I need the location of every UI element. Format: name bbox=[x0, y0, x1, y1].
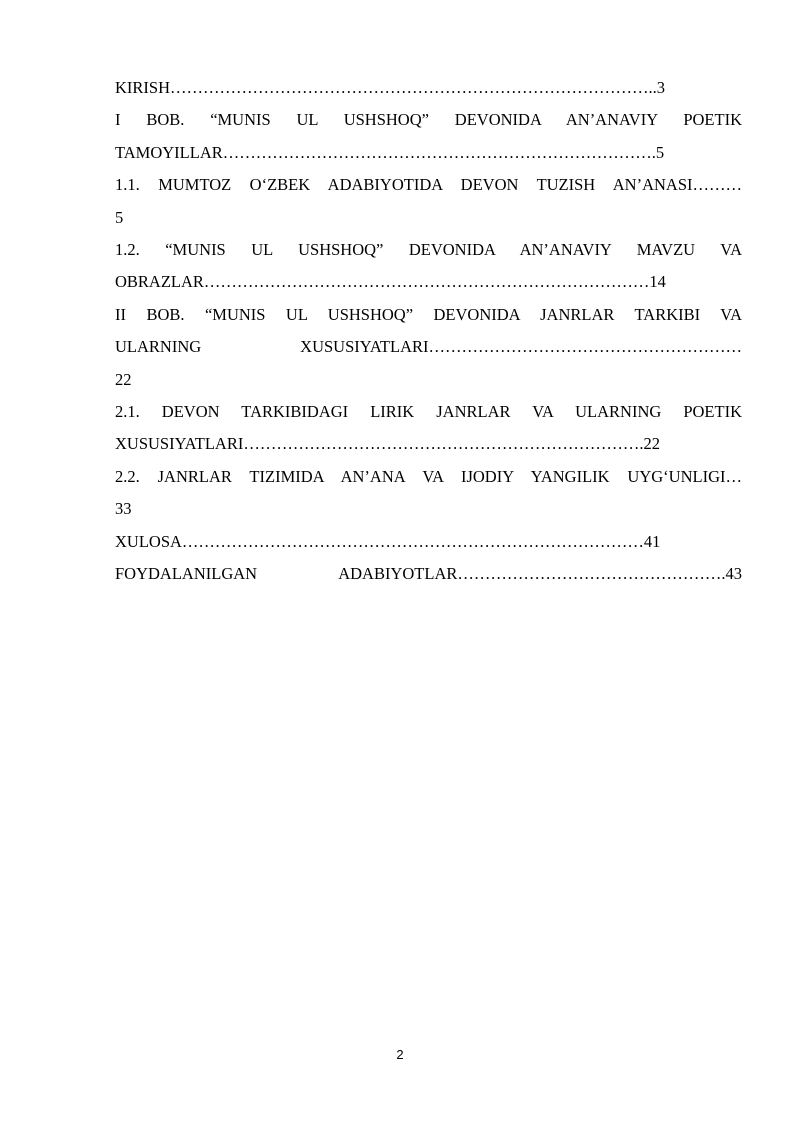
page-number: 2 bbox=[396, 1047, 404, 1062]
toc-line: TAMOYILLAR…………………………………………………………………….5 bbox=[115, 142, 665, 162]
toc-page-number: 5 bbox=[115, 207, 124, 227]
toc-entry-chapter-2[interactable] bbox=[115, 299, 742, 396]
toc-line: XUSUSIYATLARI……………………………………………………………….22 bbox=[115, 434, 660, 454]
toc-entry-chapter-1[interactable] bbox=[115, 104, 742, 169]
toc-line: 2.2. JANRLAR TIZIMIDA AN’ANA VA IJODIY YANGILIK UYG‘UNLIGI… bbox=[115, 466, 742, 486]
toc-line: KIRISH……………………………………………………………………………..3 bbox=[115, 78, 666, 97]
table-of-contents bbox=[115, 72, 742, 591]
toc-page-number: 33 bbox=[115, 499, 132, 519]
toc-line: I BOB. “MUNIS UL USHSHOQ” DEVONIDA AN’ANAVIY POETIK bbox=[115, 110, 742, 130]
toc-entry-section-1-1[interactable] bbox=[115, 169, 742, 234]
toc-line: 1.1. MUMTOZ O‘ZBEK ADABIYOTIDA DEVON TUZISH AN’ANASI……… bbox=[115, 175, 742, 195]
toc-page-number: 22 bbox=[115, 369, 132, 389]
toc-line: 2.1. DEVON TARKIBIDAGI LIRIK JANRLAR VA ULARNING POETIK bbox=[115, 402, 742, 422]
toc-line: II BOB. “MUNIS UL USHSHOQ” DEVONIDA JANRLAR TARKIBI VA bbox=[115, 304, 742, 324]
toc-entry-section-2-1[interactable] bbox=[115, 396, 742, 461]
toc-line: ULARNING XUSUSIYATLARI………………………………………………… bbox=[115, 337, 742, 357]
toc-entry-section-1-2[interactable] bbox=[115, 234, 742, 299]
toc-entry-kirish[interactable] bbox=[115, 72, 742, 104]
toc-entry-xulosa[interactable] bbox=[115, 526, 742, 558]
toc-entry-references[interactable] bbox=[115, 558, 742, 590]
toc-line: OBRAZLAR………………………………………………………………………14 bbox=[115, 272, 666, 292]
toc-entry-section-2-2[interactable] bbox=[115, 461, 742, 526]
toc-line: XULOSA…………………………………………………………………………41 bbox=[115, 531, 661, 551]
toc-line: FOYDALANILGAN ADABIYOTLAR………………………………………….43 bbox=[115, 564, 742, 584]
toc-line: 1.2. “MUNIS UL USHSHOQ” DEVONIDA AN’ANAVIY MAVZU VA bbox=[115, 240, 742, 260]
